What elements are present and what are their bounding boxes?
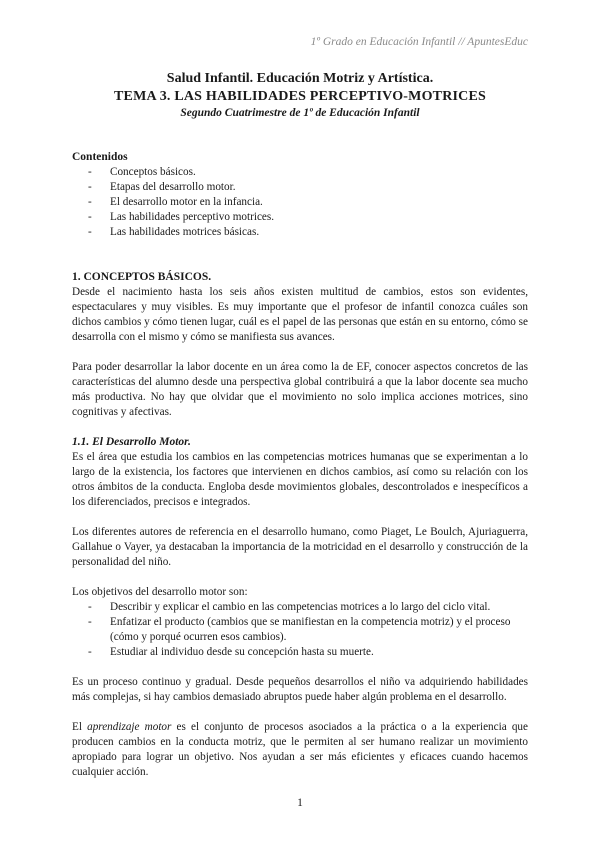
objectives-intro: Los objetivos del desarrollo motor son: <box>72 586 248 598</box>
section-1-1-heading: 1.1. El Desarrollo Motor. <box>72 436 191 448</box>
objective-item: - Estudiar al individuo desde su concepción hasta su muerte. <box>72 645 528 660</box>
objectives-list <box>72 600 528 660</box>
section-1-heading: 1. CONCEPTOS BÁSICOS. <box>72 271 212 283</box>
semester-subtitle: Segundo Cuatrimestre de 1º de Educación Infantil <box>180 107 420 119</box>
p4-lead: El <box>72 721 88 733</box>
topic-title: TEMA 3. LAS HABILIDADES PERCEPTIVO-MOTRICES <box>114 89 486 104</box>
contents-item: - Etapas del desarrollo motor. <box>72 180 528 195</box>
section-1-paragraph-1: Desde el nacimiento hasta los seis años existen multitud de cambios, estos son evidentes, espectaculares y muy visibles. Es muy importante que el profesor de infantil conozca cuáles son dichos cambios y cómo tienen lugar, cuál es el papel de las personas que están en su entorno, cómo se desarrolla con el mismo y cómo se manifiesta sus avances. <box>72 286 528 343</box>
objective-item: - Describir y explicar el cambio en las competencias motrices a lo largo del ciclo vital. <box>72 600 528 615</box>
section-1-paragraph-2: Para poder desarrollar la labor docente en un área como la de EF, conocer aspectos concretos de las características del alumno desde una perspectiva global contribuirá a que la labor docente sea mucho más productiva. No hay que olvidar que el movimiento no solo implica acciones motrices, sino cognitivas y afectivas. <box>72 361 528 418</box>
section-1-1-paragraph-3: Es un proceso continuo y gradual. Desde pequeños desarrollos el niño va adquiriendo habilidades más complejas, si hay cambios demasiado abruptos puede haber algún problema en el desarrollo. <box>72 676 528 703</box>
section-1-1-paragraph-1: Es el área que estudia los cambios en las competencias motrices humanas que se experimentan a lo largo de la existencia, los factores que intervienen en dichos cambios, así como su relación con los otros ámbitos de la conducta. Engloba desde movimientos globales, descontrolados e inespecíficos a los diferenciados, precisos e integrados. <box>72 451 528 508</box>
contents-heading: Contenidos <box>72 151 128 163</box>
contents-item: - Conceptos básicos. <box>72 165 528 180</box>
course-title: Salud Infantil. Educación Motriz y Artística. <box>166 71 434 86</box>
contents-list <box>72 165 528 240</box>
section-1-1-paragraph-4 <box>72 720 528 780</box>
document-body <box>72 150 528 780</box>
contents-item: - Las habilidades motrices básicas. <box>72 225 528 240</box>
section-1-1-paragraph-2: Los diferentes autores de referencia en el desarrollo humano, como Piaget, Le Boulch, Ajuriaguerra, Gallahue o Vayer, ya destacaban la importancia de la motricidad en el desarrollo y construcción de la personalidad del niño. <box>72 526 528 568</box>
contents-item: - El desarrollo motor en la infancia. <box>72 195 528 210</box>
aprendizaje-motor-term: aprendizaje motor <box>87 721 172 733</box>
objective-item: - Enfatizar el producto (cambios que se manifiestan en la competencia motriz) y el proceso (cómo y porqué ocurren esos cambios). <box>72 615 528 645</box>
running-header: 1º Grado en Educación Infantil // ApuntesEduc <box>310 36 528 48</box>
contents-item: - Las habilidades perceptivo motrices. <box>72 210 528 225</box>
p4-rest: es el conjunto de procesos asociados a la práctica o a la experiencia que producen cambios en la conducta motriz, que le permiten al ser humano realizar un movimiento apropiado para lograr un objetivo. Nos ayudan a ser más eficientes y eficaces cuando hacemos cualquier acción. <box>72 721 528 778</box>
page-number: 1 <box>297 797 303 809</box>
title-block <box>72 70 528 121</box>
